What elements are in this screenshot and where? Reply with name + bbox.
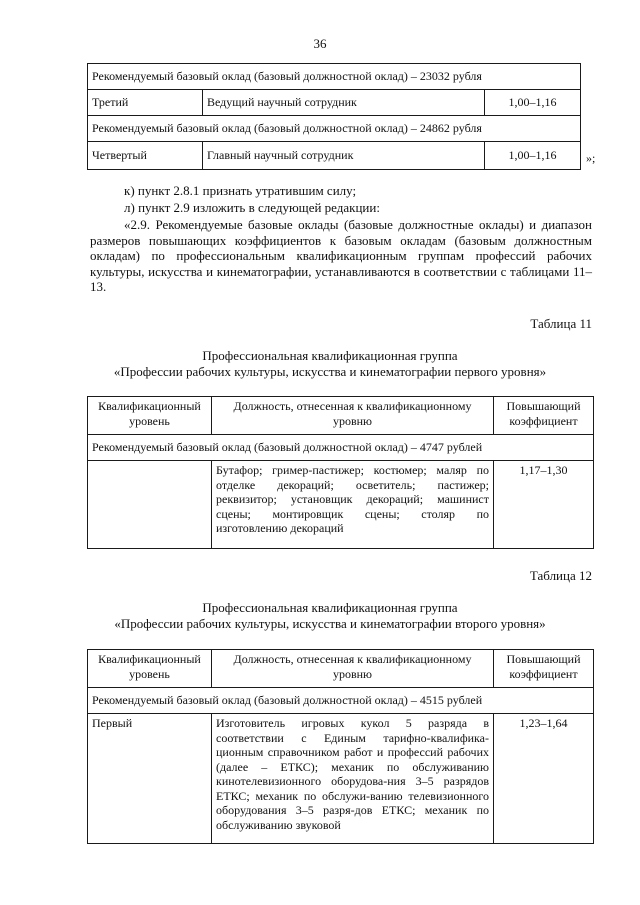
- table-12-heading: [70, 600, 590, 632]
- table-11-label: Таблица 11: [530, 316, 592, 331]
- header-level: Квалификационный уровень: [88, 650, 212, 688]
- header-coef: Повышающий коэффициент: [494, 650, 594, 688]
- table-row: [88, 64, 581, 90]
- salary-cell: Рекомендуемый базовый оклад (базовый должностной оклад) – 4515 рублей: [88, 688, 594, 714]
- closing-quote-mark: »;: [586, 151, 596, 165]
- coef-cell: 1,23–1,64: [494, 714, 594, 844]
- position-cell: Изготовитель игровых кукол 5 разряда в соответствии с Единым тарифно-квалифика-ционным справочником работ и профессий рабочих (далее – ЕТКС); механик по обслуживанию кинотелевизионного оборудова-ния 3–5 разрядов ЕТКС; механик по обслужи-ванию телевизионного оборудования 3–5 разря-дов ЕТКС; механик по обслуживанию звуковой: [212, 714, 494, 844]
- coef-cell: 1,17–1,30: [494, 461, 594, 549]
- header-position: Должность, отнесенная к квалификационному уровню: [212, 397, 494, 435]
- heading-line: «Профессии рабочих культуры, искусства и кинематографии первого уровня»: [113, 364, 547, 379]
- table-11-heading: [70, 348, 590, 380]
- header-row: [88, 650, 594, 688]
- level-cell: Третий: [88, 90, 203, 116]
- table-11: [87, 396, 594, 549]
- salary-row: [88, 435, 594, 461]
- table-row: [88, 116, 581, 142]
- paragraph-k: к) пункт 2.8.1 признать утратившим силу;: [124, 183, 357, 198]
- level-cell: Четвертый: [88, 142, 203, 170]
- table-row: [88, 142, 581, 170]
- table-row: [88, 714, 594, 844]
- position-cell: Главный научный сотрудник: [203, 142, 485, 170]
- level-cell: [88, 461, 212, 549]
- heading-line: Профессиональная квалификационная группа: [202, 600, 458, 615]
- salary-row: Рекомендуемый базовый оклад (базовый должностной оклад) – 24862 рубля: [88, 116, 581, 142]
- coef-cell: 1,00–1,16: [485, 90, 581, 116]
- table-row: [88, 461, 594, 549]
- paragraph-l: л) пункт 2.9 изложить в следующей редакции:: [124, 200, 380, 215]
- header-level: Квалификационный уровень: [88, 397, 212, 435]
- header-position: Должность, отнесенная к квалификационному уровню: [212, 650, 494, 688]
- page-number: 36: [313, 36, 327, 51]
- heading-line: Профессиональная квалификационная группа: [202, 348, 458, 363]
- table-12-label: Таблица 12: [529, 568, 592, 583]
- heading-line: «Профессии рабочих культуры, искусства и кинематографии второго уровня»: [114, 616, 546, 631]
- position-cell: Ведущий научный сотрудник: [203, 90, 485, 116]
- salary-row: [88, 688, 594, 714]
- table-12: [87, 649, 594, 844]
- top-table: [87, 63, 581, 170]
- salary-cell: Рекомендуемый базовый оклад (базовый должностной оклад) – 4747 рублей: [88, 435, 594, 461]
- header-coef: Повышающий коэффициент: [494, 397, 594, 435]
- position-cell: Бутафор; гример-пастижер; костюмер; маляр по отделке декораций; осветитель; пастижер; реквизитор; установщик декораций; машинист сцены; монтировщик сцены; столяр по изготовлению декораций: [212, 461, 494, 549]
- level-cell: Первый: [88, 714, 212, 844]
- salary-row: Рекомендуемый базовый оклад (базовый должностной оклад) – 23032 рубля: [88, 64, 581, 90]
- coef-cell: 1,00–1,16: [485, 142, 581, 170]
- table-row: [88, 90, 581, 116]
- paragraph-main: «2.9. Рекомендуемые базовые оклады (базовые должностные оклады) и диапазон размеров повышающих коэффициентов к базовым окладам (базовым должностным окладам) по профессиональным квалификационным группам профессий рабочих культуры, искусства и кинематографии, устанавливаются в соответствии с таблицами 11–13.: [90, 217, 592, 294]
- header-row: [88, 397, 594, 435]
